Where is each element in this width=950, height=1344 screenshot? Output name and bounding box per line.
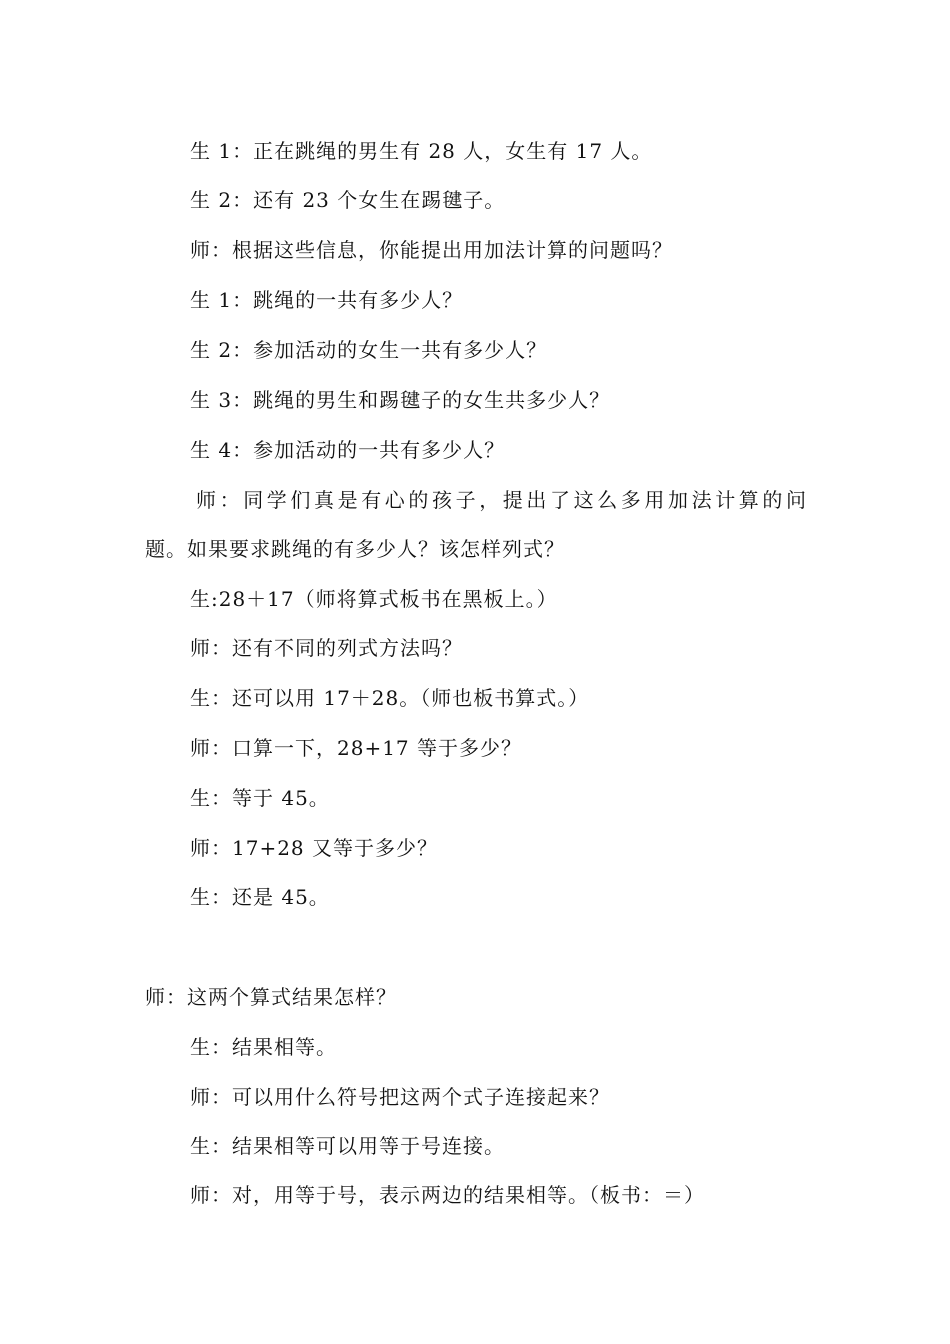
dialogue-line: 生 1：跳绳的一共有多少人？: [190, 288, 464, 312]
dialogue-line: 生：还可以用 17＋28。（师也板书算式。）: [190, 686, 590, 710]
dialogue-line: 生 1：正在跳绳的男生有 28 人，女生有 17 人。: [190, 139, 653, 163]
dialogue-line: 生 2：还有 23 个女生在踢毽子。: [190, 188, 506, 212]
dialogue-line-continuation: 题。如果要求跳绳的有多少人？该怎样列式？: [145, 537, 565, 561]
dialogue-line: 生：等于 45。: [190, 786, 330, 810]
dialogue-line: 生 2：参加活动的女生一共有多少人？: [190, 338, 548, 362]
dialogue-line: 师：口算一下，28+17 等于多少？: [190, 736, 523, 760]
dialogue-line: 师：根据这些信息，你能提出用加法计算的问题吗？: [190, 238, 673, 262]
dialogue-line: 生：还是 45。: [190, 885, 330, 909]
dialogue-line: 生:28＋17（师将算式板书在黑板上。）: [190, 587, 558, 611]
dialogue-line: 师：17+28 又等于多少？: [190, 836, 439, 860]
dialogue-line: 师：这两个算式结果怎样？: [145, 985, 397, 1009]
dialogue-line: 生：结果相等。: [190, 1035, 337, 1059]
dialogue-line: 师：同学们真是有心的孩子，提出了这么多用加法计算的问: [196, 488, 810, 512]
dialogue-line: 师：对，用等于号，表示两边的结果相等。（板书：＝）: [190, 1183, 705, 1207]
dialogue-line: 生：结果相等可以用等于号连接。: [190, 1134, 505, 1158]
dialogue-line: 生 3：跳绳的男生和踢毽子的女生共多少人？: [190, 388, 611, 412]
dialogue-line: 师：还有不同的列式方法吗？: [190, 636, 463, 660]
dialogue-line: 生 4：参加活动的一共有多少人？: [190, 438, 506, 462]
dialogue-line: 师：可以用什么符号把这两个式子连接起来？: [190, 1085, 610, 1109]
